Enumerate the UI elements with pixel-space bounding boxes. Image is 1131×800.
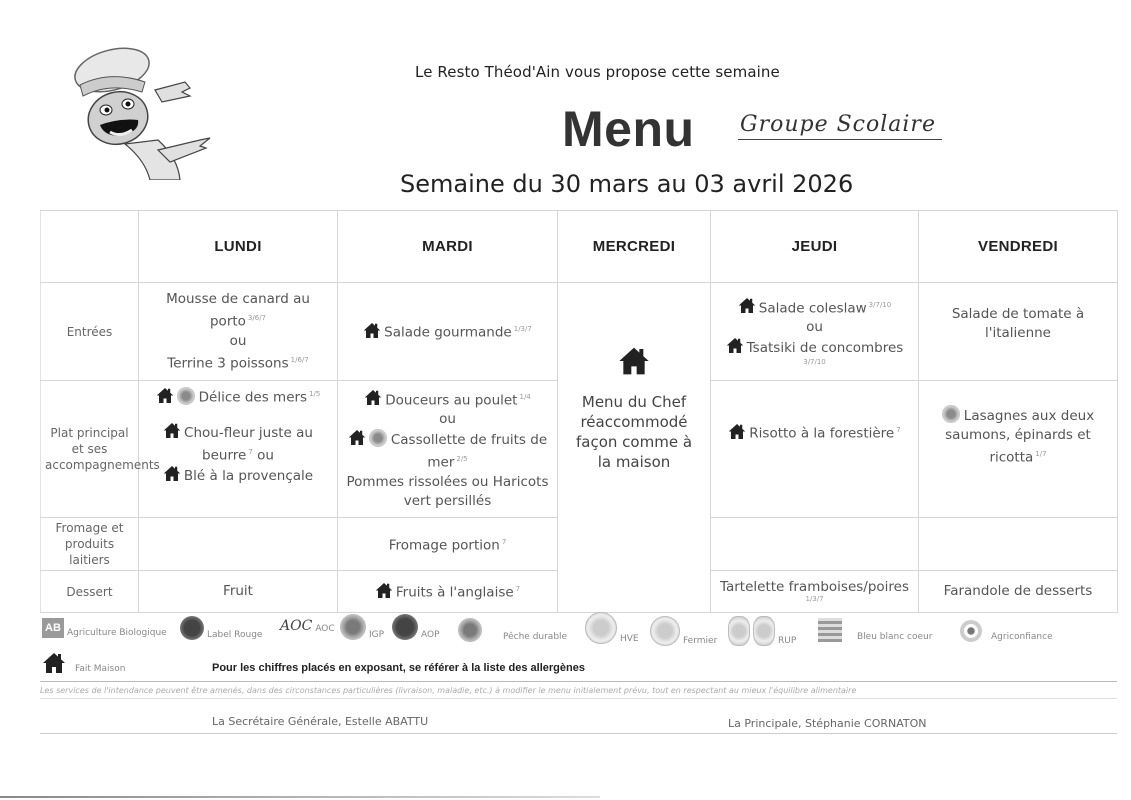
legend-item-aoc: [280, 618, 335, 634]
peche-durable-icon: [458, 618, 482, 642]
legend-label: AOC: [315, 624, 335, 634]
peche-durable-icon: [177, 387, 195, 405]
legend-label: Agriconfiance: [991, 632, 1053, 642]
peche-durable-icon: [942, 405, 960, 423]
dish-name: Blé à la provençale: [183, 468, 314, 484]
side-dish: Pommes rissolées ou Haricots vert persillés: [346, 473, 549, 509]
dish-name: Cassollette de fruits de mer: [390, 432, 548, 471]
igp-seal-icon: [340, 614, 366, 640]
fait-maison-house-icon: [618, 346, 650, 376]
row-label-plat: Plat principal et ses accompagnements: [41, 381, 139, 518]
legend-item-peche-durable: [458, 618, 567, 642]
agriconfiance-icon: [960, 620, 982, 642]
cell-dessert-vendredi: [919, 571, 1118, 613]
cell-mercredi-chef-menu: [558, 283, 711, 613]
cell-entrees-vendredi: [919, 283, 1118, 381]
dish-name: Douceurs au poulet: [385, 392, 518, 408]
fait-maison-house-icon: [163, 422, 181, 439]
legend-label: IGP: [369, 630, 385, 640]
dish-name: Délice des mers: [198, 389, 308, 406]
allergen-codes: 7: [248, 447, 253, 456]
or-separator: ou: [257, 447, 274, 463]
cell-entrees-mardi: [338, 283, 558, 381]
legend-item-fait-maison: [42, 652, 125, 674]
cell-fromage-vendredi: [919, 518, 1118, 571]
legend-label: Bleu blanc coeur: [857, 632, 933, 642]
signature-secretary: La Secrétaire Générale, Estelle ABATTU: [212, 715, 429, 728]
day-header-mardi: MARDI: [338, 211, 558, 283]
page-edge-line: [0, 796, 600, 798]
fait-maison-house-icon: [364, 389, 382, 406]
legend-label: RUP: [778, 636, 797, 646]
legend-item-bleu-blanc-coeur: [818, 618, 932, 642]
label-rouge-icon: [180, 616, 204, 640]
allergen-codes: 7: [501, 537, 507, 546]
dish-name: Menu du Chef réaccommodé façon comme à la maison: [576, 392, 693, 471]
legend-label: HVE: [620, 634, 639, 644]
dish-name: Salade gourmande: [384, 324, 512, 341]
day-header-vendredi: VENDREDI: [919, 211, 1118, 283]
bleu-blanc-coeur-icon: [818, 618, 842, 642]
or-separator: ou: [806, 319, 823, 336]
cell-dessert-mardi: [338, 571, 558, 613]
row-label-entrees: Entrées: [41, 283, 139, 381]
signature-principal: La Principale, Stéphanie CORNATON: [728, 717, 927, 730]
legend-label: Agriculture Biologique: [67, 628, 167, 638]
or-separator: ou: [229, 332, 247, 349]
dish-name: Terrine 3 poissons: [167, 355, 289, 371]
dish-name: Mousse de canard au porto: [166, 291, 310, 330]
dish-name: Chou-fleur juste au beurre: [184, 424, 313, 463]
legend-label: Label Rouge: [207, 630, 263, 640]
cell-plat-vendredi: [919, 381, 1118, 518]
cell-fromage-lundi: [139, 518, 338, 571]
legend-item-agriconfiance: [960, 620, 1053, 642]
page-title: Menu: [562, 101, 695, 157]
dish-name: Fromage portion: [388, 537, 500, 554]
or-separator: ou: [439, 411, 456, 427]
fait-maison-house-icon: [738, 297, 756, 314]
fait-maison-house-icon: [375, 582, 393, 599]
week-range: Semaine du 30 mars au 03 avril 2026: [400, 170, 854, 198]
signatures: [40, 712, 1117, 734]
row-entrees: [41, 283, 1118, 381]
aoc-logo-icon: AOC: [280, 618, 313, 634]
dish-name: Fruit: [223, 583, 253, 599]
dish-name: Risotto à la forestière: [749, 425, 895, 442]
fait-maison-house-icon: [363, 322, 381, 339]
allergen-codes: 1/6/7: [290, 355, 309, 364]
dish-name: Tartelette framboises/poires: [719, 578, 910, 595]
allergen-codes: 7: [515, 585, 521, 594]
allergen-codes: 7: [896, 426, 901, 434]
day-header-row: [41, 211, 1118, 283]
allergen-codes: 1/5: [309, 390, 321, 398]
legend-item-hve: [585, 612, 639, 644]
fait-maison-house-icon: [728, 423, 746, 440]
labels-legend: [40, 612, 1117, 682]
rup-seal-icon: [753, 616, 775, 646]
legend-item-fermier: [650, 616, 717, 646]
fait-maison-house-icon: [348, 429, 366, 446]
day-header-mercredi: MERCREDI: [558, 211, 711, 283]
cell-dessert-jeudi: [711, 571, 919, 613]
cell-entrees-lundi: [139, 283, 338, 381]
fermier-seal-icon: [650, 616, 680, 646]
legend-item-igp: [340, 614, 384, 640]
hve-seal-icon: [585, 612, 617, 644]
legend-label: Fermier: [683, 636, 718, 646]
peche-durable-icon: [369, 429, 387, 447]
handwritten-group-note: Groupe Scolaire: [738, 112, 942, 140]
allergen-note: Pour les chiffres placés en exposant, se référer à la liste des allergènes: [212, 662, 585, 674]
allergen-codes: 2/5: [456, 455, 468, 463]
restaurant-subtitle: Le Resto Théod'Ain vous propose cette semaine: [415, 63, 780, 81]
dish-name: Fruits à l'anglaise: [395, 584, 514, 601]
allergen-codes: 1/4: [519, 392, 531, 401]
legend-item-aop: [392, 614, 440, 640]
allergen-codes: 1/7: [1035, 450, 1047, 458]
cell-plat-lundi: [139, 381, 338, 518]
legend-item-ab: [42, 618, 167, 638]
fait-maison-house-icon: [156, 387, 174, 404]
allergen-codes: 3/7/10: [803, 358, 826, 367]
legend-label: Pêche durable: [503, 632, 568, 642]
chef-mascot-image: [50, 40, 230, 180]
cell-fromage-jeudi: [711, 518, 919, 571]
ab-logo-icon: AB: [42, 618, 64, 638]
day-header-jeudi: JEUDI: [711, 211, 919, 283]
cell-plat-mardi: [338, 381, 558, 518]
legend-label: Fait Maison: [75, 664, 126, 674]
dish-name: Salade de tomate à l'italienne: [951, 306, 1085, 341]
legend-item-label-rouge: [180, 616, 262, 640]
row-label-fromage: Fromage et produits laitiers: [41, 518, 139, 571]
legend-item-rup: [728, 616, 796, 646]
fermier-seal-icon: [728, 616, 750, 646]
allergen-codes: 1/3/7: [805, 594, 824, 603]
allergen-codes: 3/7/10: [868, 300, 892, 309]
cell-dessert-lundi: [139, 571, 338, 613]
corner-cell: [41, 211, 139, 283]
allergen-codes: 3/6/7: [247, 314, 266, 322]
cell-fromage-mardi: [338, 518, 558, 571]
row-label-dessert: Dessert: [41, 571, 139, 613]
dish-name: Lasagnes aux deux saumons, épinards et ricotta: [945, 408, 1095, 466]
fait-maison-house-icon: [163, 465, 181, 482]
allergen-codes: 1/3/7: [513, 325, 532, 334]
cell-plat-jeudi: [711, 381, 919, 518]
fait-maison-house-icon: [42, 652, 66, 674]
day-header-lundi: LUNDI: [139, 211, 338, 283]
menu-change-disclaimer: Les services de l'intendance peuvent être amenés, dans des circonstances particulières (livraison, maladie, etc.) à modifier le menu initialement prévu, tout en respectant au mieux l'équilibre alimentaire: [40, 686, 1117, 699]
dish-name: Salade coleslaw: [758, 300, 867, 317]
dish-name: Farandole de desserts: [943, 583, 1093, 599]
aop-seal-icon: [392, 614, 418, 640]
dish-name: Tsatsiki de concombres: [746, 340, 904, 357]
weekly-menu-table: [40, 210, 1118, 613]
cell-entrees-jeudi: [711, 283, 919, 381]
legend-label: AOP: [421, 630, 440, 640]
fait-maison-house-icon: [726, 337, 744, 354]
